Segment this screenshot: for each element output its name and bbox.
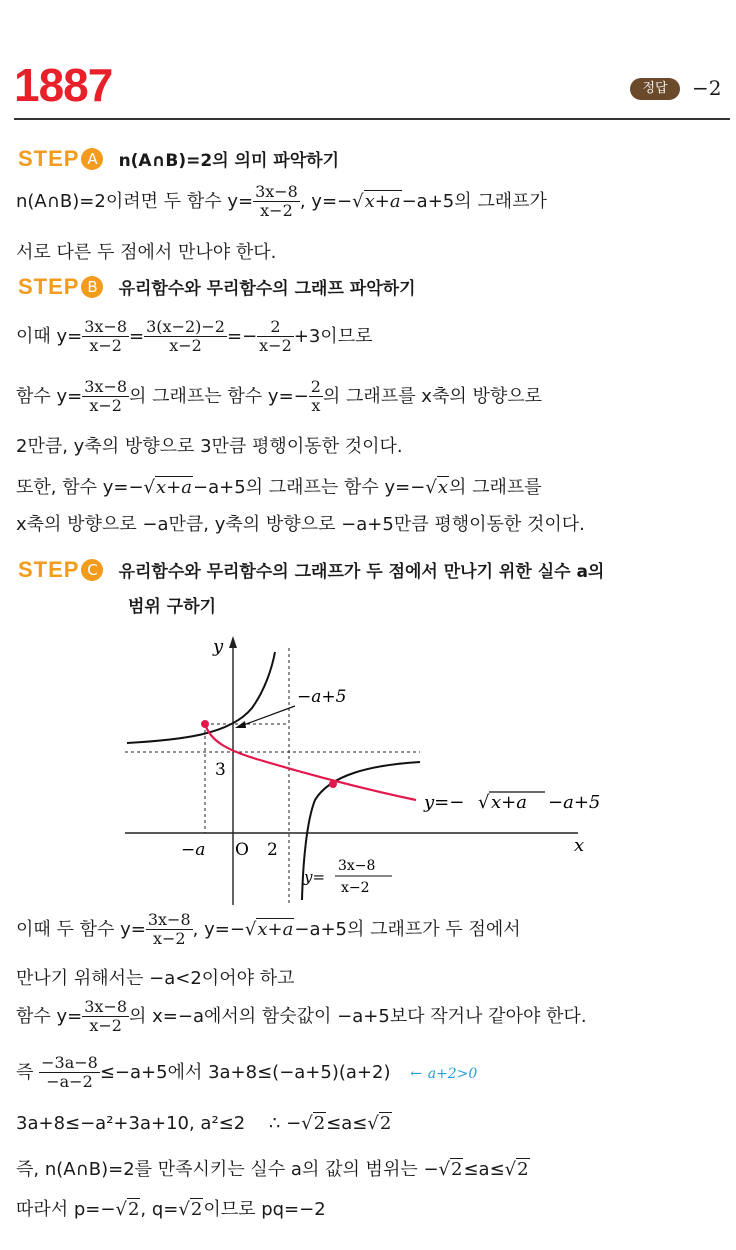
numerator: 2: [310, 377, 321, 396]
text: 의 x=−a에서의 함숫값이 −a+5보다 작거나 같아야 한다.: [129, 1005, 587, 1027]
sqrt: √x+a: [143, 477, 192, 498]
hyperbola-eq-den: x−2: [341, 880, 370, 896]
step-c-line-2: 만나기 위해서는 −a<2이어야 하고: [16, 968, 295, 989]
step-b-line-2: [16, 378, 542, 416]
text: 의 그래프를: [448, 477, 542, 498]
sqrt-radicand: x+a: [491, 792, 527, 813]
step-b-heading: [18, 274, 416, 300]
text: ∴ −: [268, 1113, 302, 1134]
text: ≤a≤: [326, 1113, 368, 1134]
text: 이때 두 함수 y=: [16, 918, 146, 940]
text: =−: [226, 325, 258, 347]
sqrt: √2: [438, 1159, 463, 1180]
radicand: 2: [451, 1159, 463, 1180]
sqrt: √2: [301, 1113, 326, 1134]
function-graph: [0, 620, 736, 910]
denominator: x−2: [152, 929, 186, 949]
step-c-title-2: 범위 구하기: [128, 597, 217, 617]
sqrt: √x: [425, 477, 448, 498]
step-c-line-5: [16, 1113, 392, 1134]
denominator: x−2: [169, 336, 202, 356]
text: , y=−: [192, 918, 245, 940]
denominator: −a−2: [46, 1072, 93, 1092]
sqrt: √2: [367, 1113, 392, 1134]
text: n(A∩B)=2이려면 두 함수 y=: [16, 190, 254, 212]
tick-two-label: 2: [267, 840, 278, 860]
numerator: 3(x−2)−2: [146, 317, 225, 336]
step-c-line-6: [16, 1155, 530, 1181]
x-axis-label: x: [574, 835, 585, 856]
denominator: x: [311, 396, 321, 416]
denominator: x−2: [89, 1016, 122, 1036]
radicand: x: [437, 477, 448, 498]
sqrt: √2: [504, 1159, 529, 1180]
step-a-heading: [18, 146, 339, 172]
fraction: [144, 318, 227, 356]
step-letter-b: B: [81, 276, 103, 298]
numerator: 2: [257, 318, 294, 337]
note-condition: a+2>0: [427, 1065, 478, 1082]
text: 또한, 함수 y=−: [16, 477, 144, 498]
radicand: x+a: [257, 918, 294, 940]
step-b-line-3: 2만큼, y축의 방향으로 3만큼 평행이동한 것이다.: [16, 436, 403, 457]
text: ≤−a+5에서 3a+8≤(−a+5)(a+2): [99, 1061, 391, 1083]
note-arrow: ←: [410, 1065, 422, 1082]
problem-number: 1887: [14, 59, 113, 111]
numerator: 3x−8: [84, 377, 128, 396]
fraction: [82, 318, 129, 356]
step-label: STEP: [18, 557, 80, 582]
step-c-heading: [18, 557, 604, 583]
numerator: 3x−8: [255, 182, 298, 201]
sqrt: √2: [115, 1199, 140, 1220]
step-c-title-1: 유리함수와 무리함수의 그래프가 두 점에서 만나기 위한 실수 a의: [118, 562, 605, 582]
radicand: 2: [127, 1199, 140, 1220]
step-c-line-7: [16, 1195, 326, 1221]
step-c-line-3: [16, 998, 587, 1036]
fraction: [257, 318, 294, 356]
text: =: [129, 325, 145, 347]
answer-badge: 정답: [630, 78, 680, 100]
step-label: STEP: [18, 146, 80, 171]
text: 함수 y=: [16, 1005, 83, 1027]
fraction: [82, 378, 129, 416]
sqrt-symbol: √: [478, 792, 490, 813]
step-c-line-4: [16, 1054, 477, 1092]
fraction: [309, 378, 323, 416]
fraction: [146, 911, 193, 949]
radicand: 2: [379, 1113, 392, 1134]
text: 3a+8≤−a²+3a+10, a²≤2: [16, 1113, 246, 1134]
radicand: x+a: [364, 190, 401, 212]
step-letter-a: A: [81, 148, 103, 170]
denominator: x−2: [259, 336, 292, 356]
numerator: 3x−8: [84, 997, 128, 1016]
y-axis-arrow: [229, 636, 237, 648]
text: ≤a≤: [463, 1159, 505, 1180]
text: 따라서 p=−: [16, 1199, 116, 1220]
numerator: 3x−8: [84, 317, 128, 336]
y-axis-label: y: [213, 636, 224, 657]
step-letter-c: C: [81, 559, 103, 581]
hyperbola-left-branch: [127, 652, 275, 743]
hyperbola-eq-prefix: y=: [304, 868, 326, 886]
radicand: 2: [190, 1199, 203, 1220]
top-value-label: −a+5: [297, 687, 347, 707]
denominator: x−2: [260, 201, 293, 221]
step-b-line-4: [16, 473, 542, 499]
answer-value: −2: [692, 76, 722, 100]
text: 이때 y=: [16, 325, 83, 347]
text: 함수 y=: [16, 385, 83, 407]
step-a-line-2: 서로 다른 두 점에서 만나야 한다.: [16, 242, 277, 263]
text: 의 그래프를 x축의 방향으로: [322, 385, 543, 407]
radicand: 2: [313, 1113, 326, 1134]
origin-label: O: [235, 840, 249, 860]
text: +3이므로: [293, 325, 373, 347]
text: −a+5의 그래프가: [401, 190, 547, 212]
text: −a+5의 그래프는 함수 y=−: [193, 477, 426, 498]
numerator: 3x−8: [147, 910, 191, 929]
denominator: x−2: [89, 396, 122, 416]
text: −a+5의 그래프가 두 점에서: [294, 918, 521, 940]
step-b-line-1: [16, 318, 372, 356]
sqrt: √x+a: [244, 918, 294, 940]
radicand: 2: [517, 1159, 529, 1180]
step-label: STEP: [18, 274, 80, 299]
fraction: [82, 998, 129, 1036]
tick-three-label: 3: [215, 760, 226, 780]
step-b-title: 유리함수와 무리함수의 그래프 파악하기: [118, 279, 416, 299]
text: , q=: [140, 1199, 179, 1220]
header-divider: [14, 118, 730, 120]
sqrt-eq-suffix: −a+5: [548, 792, 601, 813]
step-b-line-5: x축의 방향으로 −a만큼, y축의 방향으로 −a+5만큼 평행이동한 것이다.: [16, 514, 585, 535]
text: 이므로 pq=−2: [203, 1199, 326, 1220]
sqrt: √x+a: [352, 190, 401, 212]
neg-a-label: −a: [181, 840, 206, 860]
sqrt-eq-prefix: y=−: [424, 792, 465, 813]
text: 즉: [16, 1061, 34, 1083]
denominator: x−2: [89, 336, 122, 356]
intersection-point: [329, 780, 337, 788]
sqrt-start-point: [201, 720, 209, 728]
text: 즉, n(A∩B)=2를 만족시키는 실수 a의 값의 범위는 −: [16, 1159, 439, 1180]
fraction: [39, 1054, 100, 1092]
text: , y=−: [299, 190, 353, 212]
sqrt: √2: [178, 1199, 203, 1220]
text: 의 그래프는 함수 y=−: [129, 385, 309, 407]
hyperbola-eq-num: 3x−8: [338, 858, 376, 874]
step-a-line-1: [16, 183, 547, 221]
step-c-line-1: [16, 911, 521, 949]
numerator: −3a−8: [41, 1053, 98, 1072]
step-a-title: n(A∩B)=2의 의미 파악하기: [118, 151, 339, 171]
fraction: [253, 183, 300, 221]
sqrt-curve: [205, 724, 416, 800]
radicand: x+a: [156, 477, 192, 498]
